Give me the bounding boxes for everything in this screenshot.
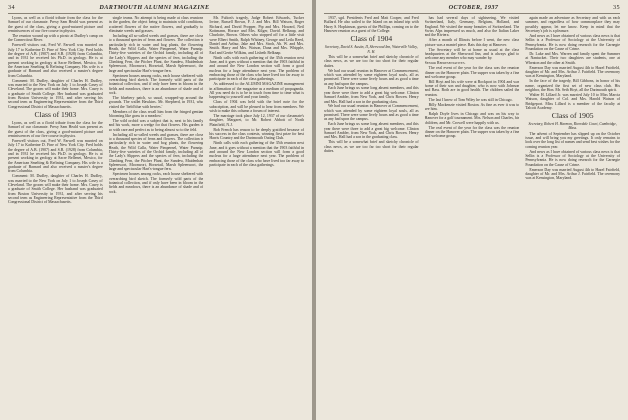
- paragraph: The real event of the year for the class was the reunion dinner on the Hanover plain. The supper was taken by a fine and welcome group.: [424, 66, 520, 79]
- paragraph: The advent of September has slipped up on the October issue, and will bring you my greetings. It only remains to look over the long list of names and send best wishes for the coming reunion year.: [525, 131, 621, 149]
- page-header-right: [324, 4, 620, 14]
- paragraph: The reunion wound up with a picnic at Dudley's camp on the Connecticut River.: [8, 33, 103, 43]
- paragraph: has had several days of sightseeing. We visited Switzerland, Italy, Germany, Belgium, Holland, and England. We visited the many beauties of Switzerland. The Swiss Alps impressed us much, and also the Italian Lakes and the Riviera.: [424, 16, 520, 38]
- subheading: Senior Representatives.: [424, 61, 466, 66]
- paragraph: Farewell visitors out, Fred W. Farwell was married on July 17 to Katherine D. Fine of New York City. Fred holds the degree of A.B. (1907) and S.B. (1928) from Columbia, and in 1931 he received his Ph.D. in geology. He is at present working in geology at Sacre Bellenet, Mexico, for the American Smelting & Refining Company. His wife is a graduate of Barnard and also received a master's degree from Columbia.: [8, 138, 103, 174]
- heading-class-1905: Class of 1905: [551, 111, 594, 121]
- paragraph: The Secretary will be at home as usual at the class headquarters at the Sherwood Inn, and is always glad to welcome any member who may wander by.: [424, 47, 520, 61]
- heading-class-1903: Class of 1903: [34, 110, 77, 119]
- paragraph: The bluebery patch, so usual, wrapped-up around the grounds. The wallet Hawkins. Mr. Shepherd, in 1931, who visited the 'field blue with berries.': [108, 95, 204, 109]
- paragraph: This will be a somewhat brief and sketchy chronicle of class news, as we are too far too short for their regular duties.: [324, 140, 419, 154]
- paragraph: Each June brings us some long absent members, and this year there were three to add a great big welcome. Clinton Samuel Ambler, from New York, and Chris Bowen. Henry and Mrs. Hall had a son in the graduating class.: [324, 86, 419, 104]
- paragraph: Comment: M. Dudley, daughter of Charles H. Dudley, was married to the New York on July 1 to Joseph Casey of Cleveland. The groom will make their home. Mrs. Casey is a graduate of Smith College. Her husband was graduated from Boston University in 1931, and after serving his second term as Engineering Representative from the Third Congressional District of Massachusetts.: [8, 78, 103, 109]
- paragraph: After a month of Illinois before I went, the new class picture was a mantel piece. Rats this day at Hanover.: [424, 38, 520, 47]
- paragraph: again made an adventure as Secretary and with us each summer, and regardless of how commonplace they may possibly appear, let me know. Keep in mind that the Secretary's job is a pleasure.: [525, 16, 621, 34]
- paragraph: The wild orchid was a subject that is, next to his family and his work, more a wedge for that flowers. His garden is so with care and perfect as to being almost so to the feld.: [108, 118, 204, 132]
- paragraph: This will be a somewhat brief and sketchy chronicle of class news, as we are too far too short for their regular duties.: [324, 54, 419, 68]
- journal-title: DARTMOUTH ALUMNI MAGAZINE: [99, 4, 210, 11]
- paragraph: The last I knew of Tom Wiley he was still in Chicago.: [428, 97, 513, 102]
- paragraph: Lyons, as well as a florid tribute from the class for the Samuel of our classmate. Prexy Sam Heald was present as the guest of the class, giving a good-natured picture and reminiscences of our five course in physics.: [8, 16, 103, 34]
- paragraph: Including all so-called weeds and grasses, there are close to a thousand species of ferns and flowers. The collection is particularly rich in water and bog plants, the flowering Heath, the Wild Calla, Water Pimpernel, Water Parsnip. Thirty-five varieties of the Orchid family, including all of the Lady's Slippers and the species of fern, including the Climbing Fern, the Pitcher Plant, the Sundew, Maidenhair Spleenwort, Moonwort, Horsetail, Marsh Spleenwort, the large and spectacular Hart's-tongue fern.: [108, 33, 204, 73]
- paragraph: Dr. Luke and Mrs. Warren and family spent the Summer at Nantucket. Their two daughters are students, one at Wheaton and the other at Smith.: [525, 51, 621, 65]
- left-columns: [8, 16, 304, 414]
- paragraph: Farewell visitors out, Fred W. Farwell was married on July 17 to Katherine D. Fine of New York City. Fred holds the degree of A.B. (1907) and S.B. (1928) from Columbia, and in 1931 he received his Ph.D. in geology. He is at present working in geology at Sacre Bellenet, Mexico, for the American Smelting & Refining Company. His wife is a graduate of Barnard and also received a master's degree from Columbia.: [8, 43, 103, 78]
- paragraph: Specimen houses among rocks, each house sheltered with overarching bird sketch. The formerly wild parts of the botanical collection, and if only have been in bloom in the fields and meadows, there is an abundance of shade and of rock.: [108, 172, 204, 194]
- paragraph: Lyons, as well as a florid tribute from the class for the Samuel of our classmate. Prexy Sam Heald was present as the guest of the class, giving a good-natured picture and reminiscences of our five course in physics.: [8, 120, 103, 138]
- paragraph: Mr. Fulton's tragedy, Judge Robert Edwards, Tucker Irvine, Russell Brown, F. J. and Mrs. Bill Watson, Roger Richard, and David Propper, Pip and Mrs. Howard, Neil Kottmann, Horace and Mrs. Kilger, David. Belknap, and Charlotte, Brown. Others who stopped off for a little visit were Elbert Smith, Ralph Whitney, George and Leila Reed, Daniel and Arthur, Jake and Mrs. Stroh, Ab. W. and Mrs. Smith. Harry and Mrs. Watson, Dana and Mrs. Whipple, Earl and Gertie Wilkins, and Lisbeth Belknap.: [209, 16, 305, 55]
- paragraph: Bob French has reason to be deeply gratified because of his success in the class contests, winning first prize for best Harris Country and the Dartmouth Outing Club.: [209, 127, 305, 141]
- paragraph: We had our usual reunion in Hanover at Commencement, which was attended by some eighteen loyal souls, all as promised. There were some lively hours and as good a time as any had upon the campus.: [324, 104, 419, 122]
- paragraph: As addressed to the ALUMNI MAGAZINE management in affirmation of the magazine as a medium of propaganda. All you need do is to be in touch from time to time what is happening to yourself and your family.: [209, 82, 305, 100]
- paragraph: Members of the class recall him from the fringed gentian 'blooming like grass in a meadow.': [108, 109, 204, 118]
- paragraph: Bill Hoyt and his wife were at Rockport in 1904 and was home of their son and daughter, who is now with Johnson and Bass. Both are in good health. The children sailed the reunion.: [424, 79, 520, 97]
- page-number-left: 34: [8, 4, 15, 11]
- column-6: [525, 16, 620, 414]
- column-5: [425, 16, 520, 414]
- paragraph: Comment: M. Dudley, daughter of Charles H. Dudley, was married to the New York on July 1 to Joseph Casey of Cleveland. The groom will make their home. Mrs. Casey is a graduate of Smith College. Her husband was graduated from Boston University in 1931, and after serving his second term as Engineering Representative from the Third Congressional District of Massachusetts.: [8, 174, 103, 205]
- column-4: [324, 16, 419, 414]
- paragraph: single teams. No attempt is being made at class reunions in the garden, the object being to maintain wild conditions, scattered flowers of the native flowers, and gradually to eliminate weeds and grasses.: [108, 16, 204, 34]
- paragraph: Billy Mackenzie visited Boston. As fine as ever it was to see him.: [424, 102, 520, 112]
- right-columns: [324, 16, 620, 414]
- heading-class-1904: Class of 1904: [350, 34, 393, 44]
- paragraph: Including all so-called weeds and grasses, there are close to a thousand species of ferns and flowers. The collection is particularly rich in water and bog plants, the flowering Heath, the Wild Calla, Water Pimpernel, Water Parsnip. Thirty-five varieties of the Orchid family, including all of the Lady's Slippers and the species of fern, including the Climbing Fern, the Pitcher Plant, the Sundew, Maidenhair Spleenwort, Moonwort, Horsetail, Marsh Spleenwort, the large and spectacular Hart's-tongue fern.: [108, 132, 204, 172]
- page-header-left: [8, 4, 304, 14]
- paragraph: We had our usual reunion in Hanover at Commencement, which was attended by some eighteen loyal souls, all as promised. There were some lively hours and as good a time as any had upon the campus.: [324, 68, 419, 86]
- issue-date: OCTOBER, 1937: [448, 4, 499, 11]
- paragraph: In the face of the tragedy, Bill Gibbons, in honor of his name, organized the first set of new class club. His neighbor, the Hon. Mr. Seth Hoyt, all the Dartmouth spirit.: [525, 79, 621, 92]
- paragraph: 1937, sgd. Presidents Fred and Matt Cooper, and Fred Bullard. He also sailed to the Island on an inland trip with Harry S. Hopkinson, guests of the Phillips, coming on to the Hanover reunion as a guest of the College.: [324, 16, 419, 34]
- column-1: [8, 16, 103, 414]
- paragraph: Walter H. Lillard Jr. was married July 10 to Miss Marcia Watson, daughter of Col. and Mrs. Harold Watson of Bridgeport. Miss Lillard is a member of the faculty at Talcott Academy.: [525, 92, 621, 110]
- paragraph: Emerson Day was married August 4th to Hazel Fairfield, daughter of Mr. and Mrs. Arthur J. Fairfield. The ceremony was at Kensington, Maryland.: [525, 167, 621, 181]
- paragraph: And news as I have obtained of various class news is that Sellin is a Professor of Sociology at the University of Pennsylvania. He is now doing research for the Carnegie Foundation on the Cause of Crime.: [525, 33, 621, 51]
- paragraph: Ralph Doyle lives in Chicago and was on his way to Hanover for a golf tournament. Mrs. Nelson and Charles, his children, and Mr. Crowell were happily with us.: [424, 111, 520, 125]
- paragraph: Specimen houses among rocks, each house sheltered with overarching bird sketch. The formerly wild parts of the botanical collection, and if only have been in bloom in the fields and meadows, there is an abundance of shade and of rock.: [108, 73, 204, 96]
- left-page: [0, 0, 312, 420]
- column-3: [209, 16, 304, 414]
- paragraph: Ninth calls with each gathering of the 35th reunion next June, and it goes without a mention that the 1903 faithful in and around the New London section will form a good nucleus for a large attendance next year. The problem of embracing those of the class who have lived too far away to participate in each of the class gatherings.: [209, 141, 305, 167]
- paragraph: Class of 1904 was held with the brief note for the subscription, and will be pleased to hear from members. We wish to make this column a forum of interest.: [209, 100, 305, 113]
- paragraph: Each June brings us some long absent members, and this year there were three to add a great big welcome. Clinton Samuel Ambler, from New York, and Chris Bowen. Henry and Mrs. Hall had a son in the graduating class.: [324, 122, 419, 140]
- class-1904-secretary: Secretary, David S. Austin, II, Sherwood Inn, Waterville Valley, N. H.: [324, 45, 418, 54]
- paragraph: Emerson Day was married August 4th to Hazel Fairfield, daughter of Mr. and Mrs. Arthur J. Fairfield. The ceremony was at Kensington, Maryland.: [525, 65, 621, 79]
- paragraph: The marriage took place July 12, 1937 of our classmate's daughter, Margaret, to Mr. Robert Abbott of North Plainfield, N.J.: [209, 113, 305, 127]
- right-page: [316, 0, 628, 420]
- paragraph: The real event of the year for the class was the reunion dinner on the Hanover plain. The supper was taken by a fine and welcome group.: [424, 125, 520, 139]
- paragraph: Ninth calls with each gathering of the 35th reunion next June, and it goes without a mention that the 1903 faithful in and around the New London section will form a good nucleus for a large attendance next year. The problem of embracing those of the class who have lived too far away to participate in each of the class gatherings.: [209, 55, 305, 82]
- class-1905-secretary: Secretary, Robert H. Harmon, Riverdale Court, Cambridge, Mass.: [528, 122, 617, 131]
- page-number-right: 35: [613, 4, 620, 11]
- column-2: [109, 16, 204, 414]
- paragraph: And news as I have obtained of various class news is that Sellin is a Professor of Sociology at the University of Pennsylvania. He is now doing research for the Carnegie Foundation on the Cause of Crime.: [525, 149, 621, 167]
